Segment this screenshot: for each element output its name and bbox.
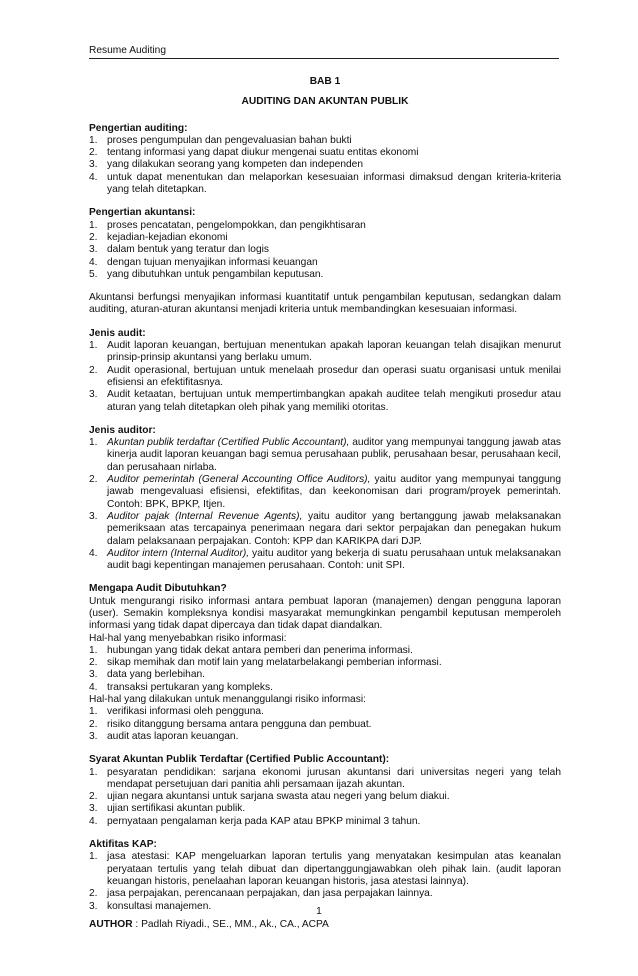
list-item: 2. Audit operasional, bertujuan untuk menelaah prosedur dan operasi suatu organisasi untuk menilai efisiensi an efektifitasnya. [89, 364, 561, 388]
paragraph-intro: Untuk mengurangi risiko informasi antara pembuat laporan (manajemen) dengan pengguna laporan (user). Semakin kompleksnya kondisi masyarakat memungkinkan pengambil keputusan memperoleh informasi yang tidak dapat dipercaya dan tidak dapat diandalkan. [89, 595, 561, 632]
list-item: 3. audit atas laporan keuangan. [89, 730, 239, 742]
section-jenis-auditor [89, 425, 561, 573]
list-item: 2. kejadian-kejadian ekonomi [89, 231, 228, 243]
section-mengapa-audit [89, 583, 561, 743]
list-item: 2. risiko ditanggung bersama antara pengguna dan pembuat. [89, 718, 372, 730]
footer-label: AUTHOR [89, 919, 133, 930]
section-heading: Pengertian auditing: [89, 122, 188, 134]
list-item: 1. proses pencatatan, pengelompokkan, dan pengikhtisaran [89, 219, 366, 231]
section-heading: Aktifitas KAP: [89, 839, 157, 851]
list-item: 3. dalam bentuk yang teratur dan logis [89, 244, 269, 256]
list-item: 2. ujian negara akuntansi untuk sarjana swasta atau negeri yang belum diakui. [89, 791, 450, 803]
author-footer [89, 919, 329, 930]
running-header [89, 45, 559, 59]
header-title: Resume Auditing [89, 45, 167, 56]
numbered-list [89, 767, 561, 828]
section-syarat-akuntan [89, 754, 561, 828]
list-item: 3. Audit ketaatan, bertujuan untuk mempertimbangkan apakah auditee telah mengikuti prosedur atau aturan yang telah ditetapkan oleh pihak yang memiliki otoritas. [89, 389, 561, 413]
list-item: 1. Akuntan publik terdaftar (Certified Public Accountant), auditor yang mempunyai tanggung jawab atas kinerja audit laporan keuangan bagi semua perusahaan publik, perusahaan besar, perusahaan kecil, dan perusahaan nirlaba. [89, 437, 562, 473]
document-body [89, 76, 561, 913]
list-item: 3. konsultasi manajemen. [89, 900, 212, 912]
list-item: 3. ujian sertifikasi akuntan publik. [89, 803, 246, 815]
footer-text: : Padlah Riyadi., SE., MM., Ak., CA., ACPA [132, 919, 329, 930]
numbered-list [89, 437, 561, 572]
section-aktifitas-kap [89, 839, 561, 913]
numbered-list [89, 220, 561, 281]
numbered-list [89, 706, 561, 743]
list-item: 4. untuk dapat menentukan dan melaporkan kesesuaian informasi dimaksud dengan kriteria-kriteria yang telah ditetapkan. [89, 171, 561, 196]
list-item: 2. sikap memihak dan motif lain yang melatarbelakangi pemberian informasi. [89, 657, 442, 669]
section-heading: Pengertian akuntansi: [89, 207, 196, 219]
section-pengertian-auditing [89, 123, 561, 197]
sub-label: Hal-hal yang dilakukan untuk menanggulangi risiko informasi: [89, 694, 366, 706]
numbered-list [89, 645, 561, 694]
list-item: 1. proses pengumpulan dan pengevaluasian bahan bukti [89, 134, 352, 146]
list-item: 5. yang dibutuhkan untuk pengambilan keputusan. [89, 268, 324, 280]
list-item: 3. yang dilakukan seorang yang kompeten dan independen [89, 159, 364, 171]
list-item: 3. Auditor pajak (Internal Revenue Agents), yaitu auditor yang bertanggung jawab melaksanakan pemeriksaan atas tercapainya penerimaan negara dari sektor perpajakan dan penegakan hukum dalam pelaksanaan perpajakan. Contoh: KPP dan KARIKPA dari DJP. [89, 510, 561, 547]
list-item: 4. transaksi pertukaran yang kompleks. [89, 681, 273, 693]
section-heading: Syarat Akuntan Publik Terdaftar (Certified Public Accountant): [89, 754, 390, 766]
chapter-title: AUDITING DAN AKUNTAN PUBLIK [241, 96, 409, 108]
list-item: 4. pernyataan pengalaman kerja pada KAP atau BPKP minimal 3 tahun. [89, 815, 421, 827]
list-item: 3. data yang berlebihan. [89, 669, 205, 681]
list-item: 1. verifikasi informasi oleh pengguna. [89, 706, 264, 718]
section-jenis-audit [89, 328, 561, 414]
paragraph-akuntansi-fungsi: Akuntansi berfungsi menyajikan informasi kuantitatif untuk pengambilan keputusan, sedangkan dalam auditing, aturan-aturan akuntansi menjadi kriteria untuk membandingkan kesesuaian informasi. [89, 292, 561, 316]
list-item: 2. Auditor pemerintah (General Accounting Office Auditors), yaitu auditor yang mempunyai tanggung jawab mengevaluasi efisiensi, efektifitas, dan keekonomisan dari program/proyek pemerintah. Contoh: BPK, BPKP, Itjen. [89, 474, 562, 510]
list-item: 4. dengan tujuan menyajikan informasi keuangan [89, 256, 318, 268]
list-item: 2. tentang informasi yang dapat diukur mengenai suatu entitas ekonomi [89, 147, 419, 159]
section-heading: Mengapa Audit Dibutuhkan? [89, 583, 227, 595]
page-number: 1 [316, 906, 322, 917]
list-item: 1. pesyaratan pendidikan: sarjana ekonomi jurusan akuntansi dari universitas negeri yang telah mendapat persetujuan dari panitia ahli persamaan ijazah akuntan. [89, 766, 561, 790]
list-item: 4. Auditor intern (Internal Auditor), yaitu auditor yang bekerja di suatu perusahaan untuk melaksanakan audit bagi kepentingan manajemen perusahaan. Contoh: unit SPI. [89, 547, 561, 572]
numbered-list [89, 851, 561, 912]
numbered-list [89, 135, 561, 196]
list-item: 1. Audit laporan keuangan, bertujuan menentukan apakah laporan keuangan telah disajikan menurut prinsip-prinsip akuntansi yang berlaku umum. [89, 340, 561, 364]
chapter-number: BAB 1 [309, 76, 341, 87]
list-item: 1. jasa atestasi: KAP mengeluarkan laporan tertulis yang menyatakan kesimpulan atas keanalan peryataan tertulis yang telah dibuat dan dipertanggungjawabkan oleh pihak lain. (audit laporan keuangan historis, penelaahan laporan keuangan historis, jasa atestasi lainnya). [89, 851, 561, 887]
section-pengertian-akuntansi [89, 207, 561, 281]
section-heading: Jenis audit: [89, 327, 146, 339]
numbered-list [89, 340, 561, 414]
sub-label: Hal-hal yang menyebabkan risiko informasi: [89, 632, 287, 644]
list-item: 1. hubungan yang tidak dekat antara pemberi dan penerima informasi. [89, 644, 413, 656]
section-heading: Jenis auditor: [89, 424, 156, 436]
list-item: 2. jasa perpajakan, perencanaan perpajakan, dan jasa perpajakan lainnya. [89, 888, 433, 900]
